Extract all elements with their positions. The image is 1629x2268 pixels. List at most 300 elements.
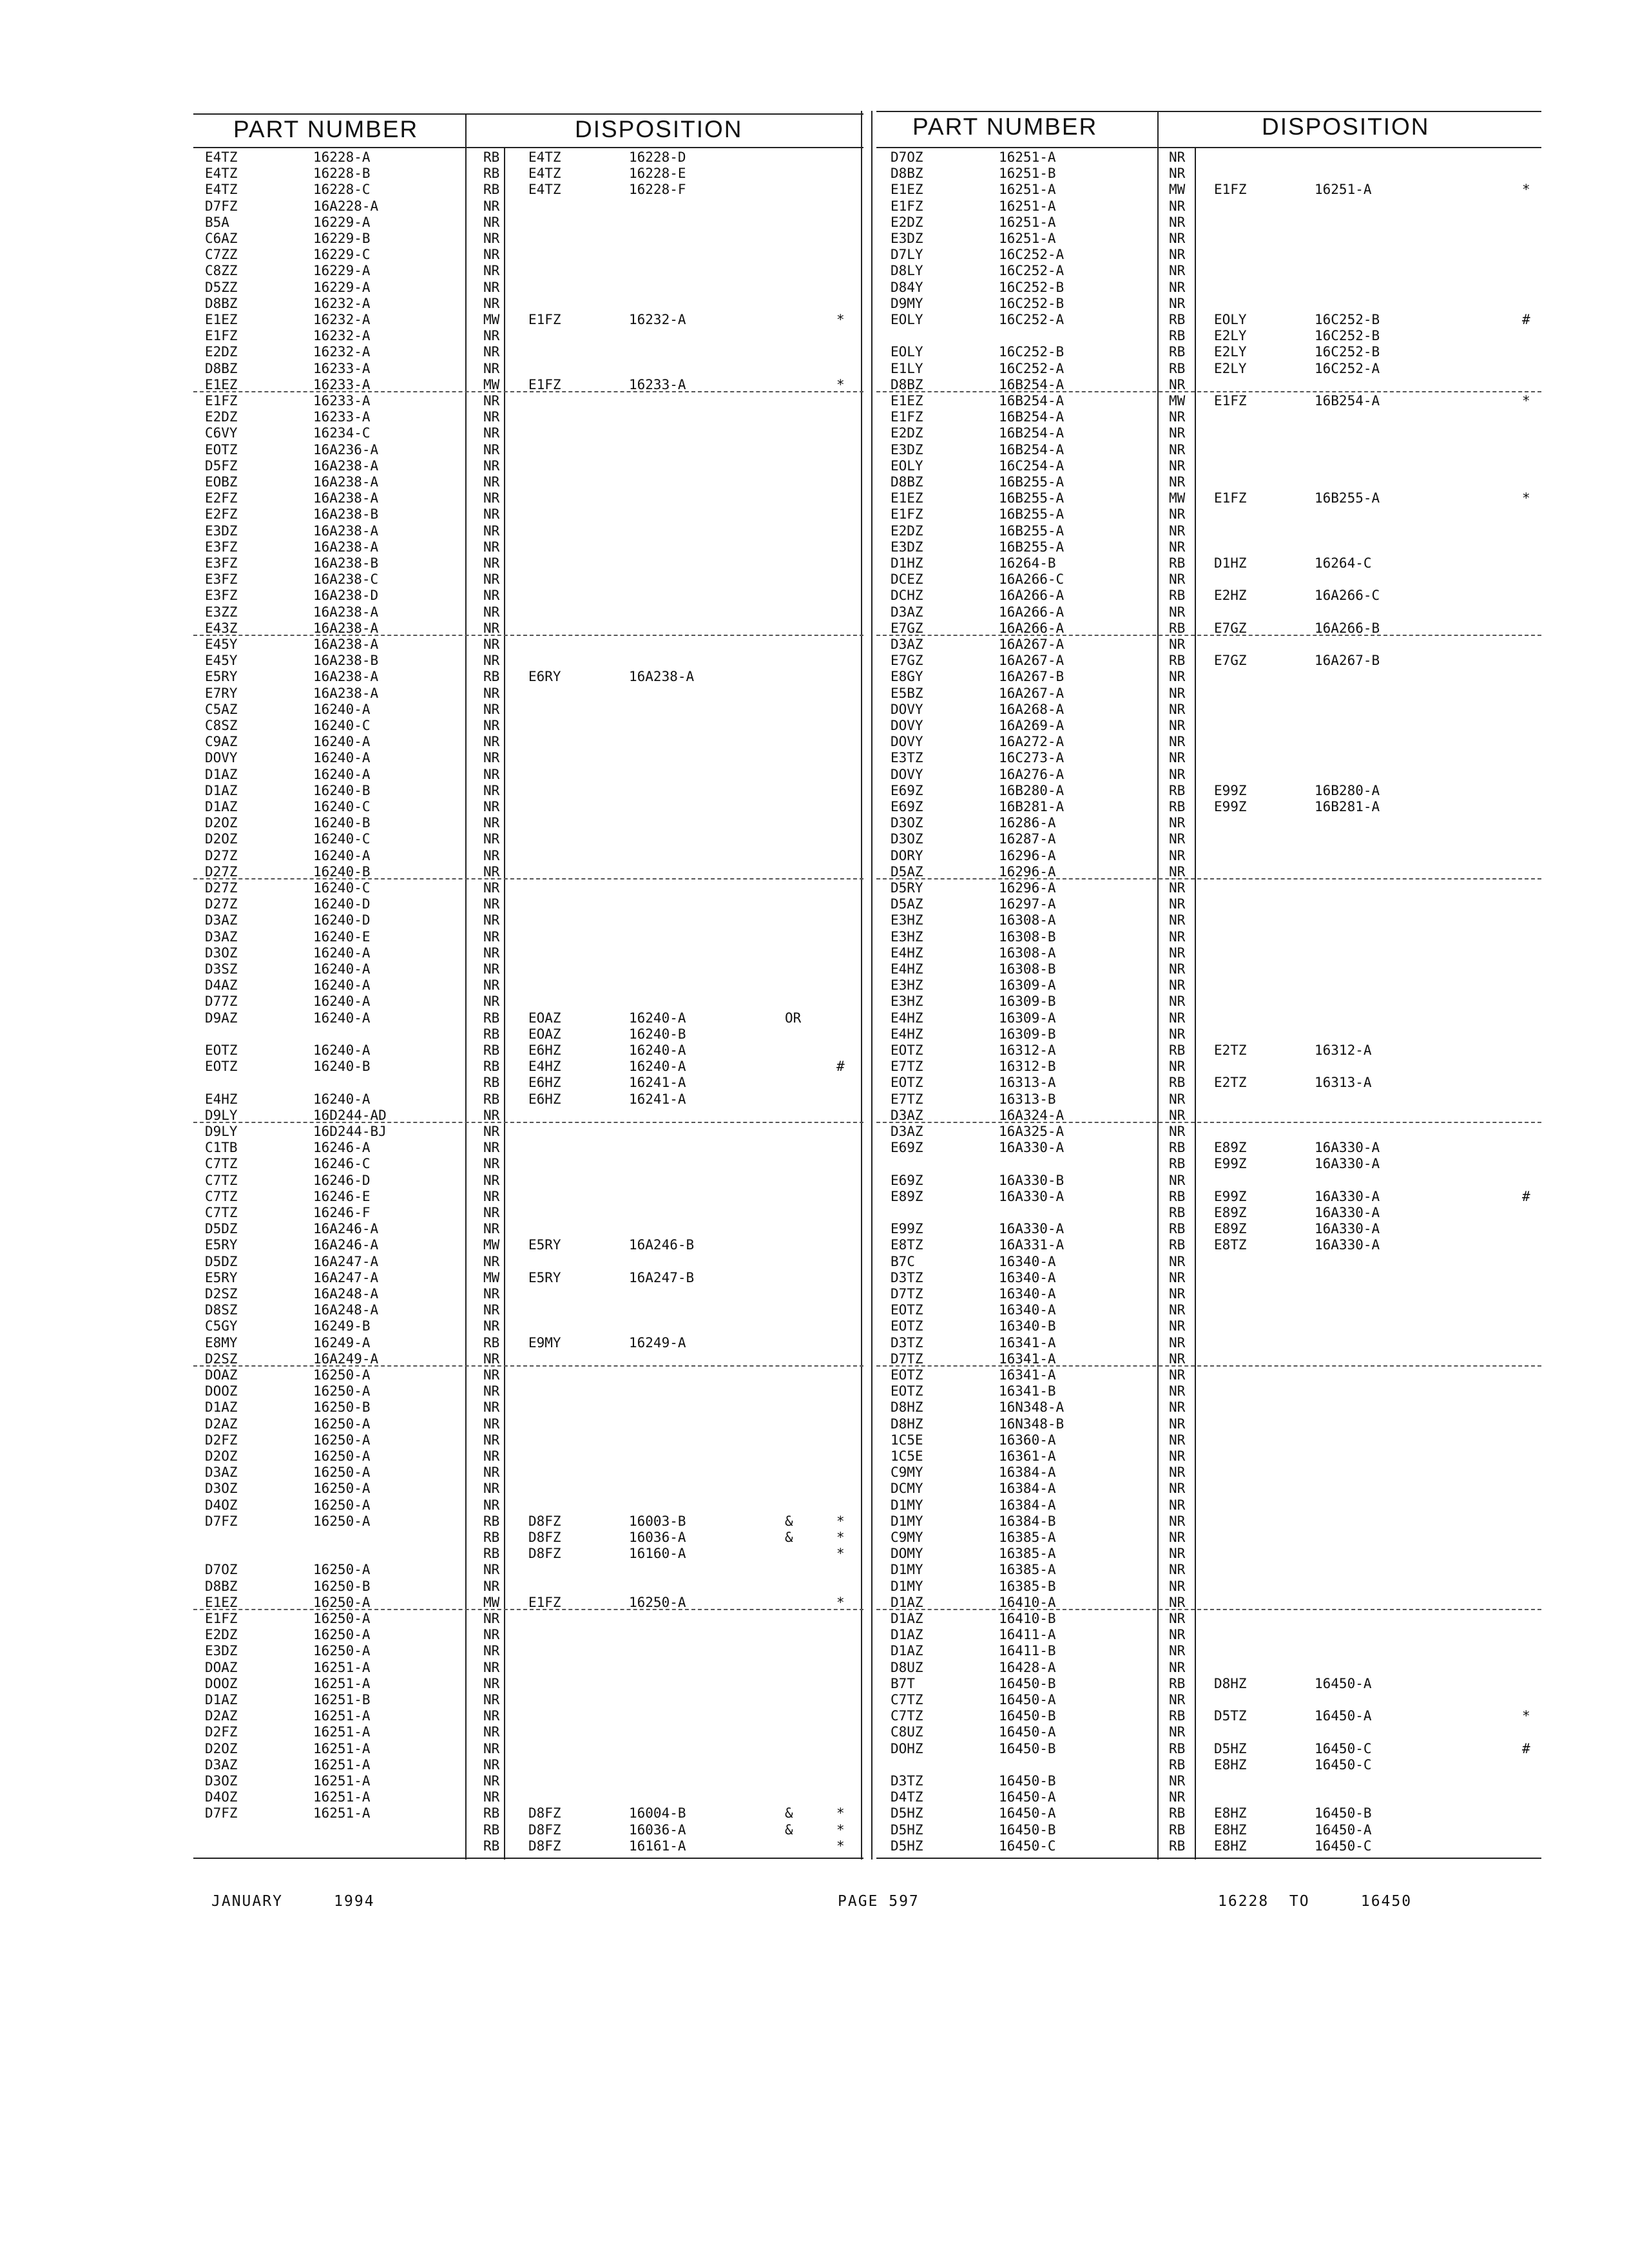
replacement-number: 16232-A — [629, 312, 686, 327]
flag: * — [836, 1838, 845, 1854]
disposition-code: RB — [1169, 1821, 1186, 1838]
part-number: 16A246-A — [313, 1221, 379, 1237]
part-number: 16240-B — [313, 815, 371, 831]
replacement-prefix: E1FZ — [528, 312, 561, 327]
disposition-code: RB — [483, 166, 500, 182]
replacement-prefix: EOAZ — [528, 1026, 561, 1042]
part-number: 16232-A — [313, 312, 371, 327]
disposition-code: NR — [1169, 1091, 1186, 1107]
part-prefix: C7TZ — [891, 1708, 923, 1724]
part-number: 16240-C — [313, 799, 371, 814]
part-number: 16229-A — [313, 214, 371, 230]
disposition-code: NR — [1169, 863, 1186, 879]
qualifier: & — [785, 1513, 793, 1529]
part-number: 16A238-A — [313, 539, 379, 555]
replacement-number: 16250-A — [629, 1594, 686, 1610]
part-number: 16264-B — [999, 555, 1056, 571]
disposition-code: RB — [1169, 360, 1186, 376]
disposition-code: NR — [483, 1643, 500, 1659]
qualifier: & — [785, 1821, 793, 1838]
part-prefix: DOVY — [205, 750, 238, 766]
part-prefix: D1AZ — [205, 1692, 238, 1707]
part-number: 16340-A — [999, 1286, 1056, 1302]
part-number: 16240-B — [313, 1059, 371, 1075]
replacement-prefix: E6RY — [528, 669, 561, 685]
replacement-number: 16C252-B — [1315, 328, 1380, 344]
disposition-code: NR — [483, 588, 500, 604]
disposition-code: NR — [483, 523, 500, 539]
part-number: 16450-C — [999, 1838, 1056, 1854]
part-prefix: E69Z — [891, 799, 923, 814]
part-prefix: D77Z — [205, 994, 238, 1010]
replacement-number: 16312-A — [1315, 1043, 1372, 1058]
part-number: 16250-A — [313, 1497, 371, 1513]
replacement-number: 16B281-A — [1315, 799, 1380, 814]
replacement-prefix: E99Z — [1214, 1156, 1247, 1172]
part-prefix: B7T — [891, 1675, 915, 1691]
disposition-code: NR — [483, 880, 500, 896]
part-prefix: D1MY — [891, 1578, 923, 1594]
disposition-code: NR — [483, 912, 500, 928]
part-prefix: D3OZ — [205, 1481, 238, 1497]
part-prefix: E2FZ — [205, 506, 238, 523]
part-prefix: EOBZ — [205, 474, 238, 490]
part-prefix: D8LY — [891, 263, 923, 279]
left-header-top-rule — [193, 113, 863, 115]
part-number: 16240-A — [313, 1010, 371, 1026]
disposition-code: NR — [1169, 539, 1186, 555]
part-prefix: E43Z — [205, 620, 238, 636]
part-number: 16B255-A — [999, 474, 1065, 490]
disposition-code: RB — [1169, 1708, 1186, 1724]
part-prefix: C6VY — [205, 425, 238, 441]
part-number: 16233-A — [313, 376, 371, 392]
disposition-code: NR — [483, 457, 500, 474]
part-prefix: D3AZ — [891, 637, 923, 652]
disposition-code: NR — [483, 1416, 500, 1432]
disposition-code: NR — [1169, 523, 1186, 539]
disposition-code: NR — [1169, 1383, 1186, 1399]
part-prefix: DOAZ — [205, 1659, 238, 1675]
disposition-code: MW — [483, 1269, 500, 1285]
replacement-prefix: E5RY — [528, 1237, 561, 1253]
part-prefix: E5RY — [205, 1237, 238, 1253]
disposition-code: NR — [483, 1789, 500, 1805]
part-number: 16B254-A — [999, 376, 1065, 392]
part-prefix: E5RY — [205, 669, 238, 685]
replacement-number: 16240-A — [629, 1059, 686, 1075]
replacement-prefix: E6HZ — [528, 1043, 561, 1058]
part-number: 16A331-A — [999, 1237, 1065, 1253]
replacement-prefix: E5RY — [528, 1269, 561, 1285]
disposition-code: NR — [483, 1773, 500, 1789]
part-number: 16A268-A — [999, 701, 1065, 717]
part-number: 16251-A — [999, 214, 1056, 230]
part-prefix: E1FZ — [205, 1611, 238, 1626]
part-prefix: D2OZ — [205, 1740, 238, 1756]
part-number: 16B255-A — [999, 523, 1065, 539]
disposition-code: NR — [483, 1659, 500, 1675]
replacement-prefix: E89Z — [1214, 1205, 1247, 1220]
part-number: 16A330-A — [999, 1188, 1065, 1204]
part-prefix: E69Z — [891, 1140, 923, 1156]
disposition-code: RB — [1169, 1237, 1186, 1253]
replacement-number: 16B280-A — [1315, 782, 1380, 798]
disposition-code: NR — [1169, 1448, 1186, 1464]
part-number: 16250-A — [313, 1383, 371, 1399]
part-number: 16234-C — [313, 425, 371, 441]
disposition-code: RB — [1169, 1205, 1186, 1220]
replacement-number: 16A246-B — [629, 1237, 695, 1253]
flag: # — [1522, 1740, 1530, 1756]
disposition-code: NR — [483, 490, 500, 506]
disposition-code: NR — [483, 1318, 500, 1334]
disposition-code: NR — [483, 994, 500, 1010]
replacement-prefix: E8HZ — [1214, 1838, 1247, 1854]
part-prefix: C7TZ — [205, 1205, 238, 1220]
disposition-code: NR — [483, 1611, 500, 1626]
part-prefix: D3AZ — [891, 604, 923, 620]
replacement-prefix: EOAZ — [528, 1010, 561, 1026]
part-prefix: D4AZ — [205, 977, 238, 994]
disposition-code: NR — [483, 620, 500, 636]
flag: * — [836, 312, 845, 327]
part-number: 16A238-A — [313, 604, 379, 620]
qualifier: & — [785, 1805, 793, 1821]
part-prefix: D5ZZ — [205, 279, 238, 295]
replacement-prefix: E2LY — [1214, 328, 1247, 344]
part-prefix: D2AZ — [205, 1416, 238, 1432]
part-prefix: D3SZ — [205, 961, 238, 977]
replacement-number: 16A330-A — [1315, 1237, 1380, 1253]
part-prefix: DOVY — [891, 766, 923, 782]
part-prefix: C5AZ — [205, 701, 238, 717]
part-prefix: D1MY — [891, 1497, 923, 1513]
disposition-code: NR — [483, 1724, 500, 1740]
part-number: 16A238-A — [313, 490, 379, 506]
part-number: 16251-A — [999, 149, 1056, 165]
part-number: 16A246-A — [313, 1237, 379, 1253]
part-prefix: D1AZ — [205, 766, 238, 782]
part-number: 16B255-A — [999, 539, 1065, 555]
disposition-code: NR — [1169, 376, 1186, 392]
part-number: 16B254-A — [999, 441, 1065, 457]
part-prefix: D27Z — [205, 863, 238, 879]
part-number: 16C252-B — [999, 344, 1065, 360]
disposition-code: NR — [1169, 1578, 1186, 1594]
part-prefix: DCEZ — [891, 572, 923, 588]
disposition-code: NR — [483, 1221, 500, 1237]
part-number: 16C252-A — [999, 263, 1065, 279]
disposition-code: NR — [483, 1205, 500, 1220]
disposition-code: NR — [1169, 1724, 1186, 1740]
disposition-code: NR — [483, 214, 500, 230]
part-prefix: EOTZ — [891, 1302, 923, 1318]
part-prefix: D7LY — [891, 247, 923, 263]
part-prefix: E3DZ — [205, 1643, 238, 1659]
disposition-code: MW — [1169, 490, 1186, 506]
part-prefix: E3DZ — [891, 539, 923, 555]
part-number: 16A247-A — [313, 1269, 379, 1285]
center-divider-b — [871, 111, 872, 1860]
disposition-code: RB — [1169, 1740, 1186, 1756]
disposition-code: RB — [483, 669, 500, 685]
disposition-code: NR — [483, 1627, 500, 1643]
part-number: 16A269-A — [999, 718, 1065, 733]
part-prefix: E8TZ — [891, 1237, 923, 1253]
part-prefix: DOOZ — [205, 1383, 238, 1399]
disposition-code: MW — [483, 1237, 500, 1253]
disposition-code: NR — [483, 1562, 500, 1578]
replacement-prefix: EOLY — [1214, 312, 1247, 327]
part-prefix: D2OZ — [205, 815, 238, 831]
part-number: 16228-A — [313, 149, 371, 165]
replacement-prefix: D8FZ — [528, 1513, 561, 1529]
flag: * — [1522, 393, 1530, 408]
part-number: 16D244-AD — [313, 1107, 387, 1123]
disposition-code: NR — [483, 863, 500, 879]
replacement-prefix: D5HZ — [1214, 1740, 1247, 1756]
part-number: 16249-A — [313, 1334, 371, 1350]
part-number: 16340-A — [999, 1253, 1056, 1269]
part-prefix: D3OZ — [205, 1773, 238, 1789]
part-number: 16250-A — [313, 1432, 371, 1448]
disposition-code: NR — [1169, 994, 1186, 1010]
part-prefix: E1EZ — [205, 312, 238, 327]
part-number: 16450-B — [999, 1675, 1056, 1691]
part-prefix: E1EZ — [205, 376, 238, 392]
part-prefix: D5FZ — [205, 457, 238, 474]
disposition-code: NR — [483, 653, 500, 669]
part-prefix: D7TZ — [891, 1350, 923, 1367]
part-number: 16450-A — [999, 1692, 1056, 1707]
part-number: 16C252-B — [999, 279, 1065, 295]
part-prefix: E7GZ — [891, 653, 923, 669]
disposition-code: RB — [1169, 1140, 1186, 1156]
replacement-number: 16233-A — [629, 376, 686, 392]
disposition-code: NR — [483, 750, 500, 766]
replacement-prefix: E99Z — [1214, 799, 1247, 814]
disposition-code: NR — [1169, 734, 1186, 750]
replacement-prefix: E2LY — [1214, 360, 1247, 376]
disposition-code: NR — [483, 1497, 500, 1513]
part-prefix: E2FZ — [205, 490, 238, 506]
part-number: 16312-B — [999, 1059, 1056, 1075]
replacement-number: 16228-E — [629, 166, 686, 182]
part-number: 16251-A — [313, 1805, 371, 1821]
disposition-code: NR — [1169, 279, 1186, 295]
disposition-code: NR — [1169, 166, 1186, 182]
part-prefix: E1FZ — [891, 409, 923, 425]
disposition-code: NR — [483, 766, 500, 782]
part-number: 16251-A — [999, 198, 1056, 214]
part-prefix: E3HZ — [891, 994, 923, 1010]
disposition-code: RB — [483, 1513, 500, 1529]
part-prefix: E3HZ — [891, 912, 923, 928]
disposition-code: NR — [483, 1350, 500, 1367]
part-number: 16313-B — [999, 1091, 1056, 1107]
disposition-code: RB — [483, 182, 500, 198]
disposition-code: NR — [483, 1188, 500, 1204]
part-number: 16240-A — [313, 994, 371, 1010]
part-prefix: D8BZ — [891, 166, 923, 182]
disposition-code: NR — [1169, 685, 1186, 701]
replacement-number: 16A266-C — [1315, 588, 1380, 604]
replacement-number: 16A330-A — [1315, 1188, 1380, 1204]
part-prefix: D5RY — [891, 880, 923, 896]
disposition-code: NR — [483, 896, 500, 912]
part-number: 16A325-A — [999, 1124, 1065, 1139]
disposition-code: NR — [1169, 1773, 1186, 1789]
part-prefix: D5HZ — [891, 1838, 923, 1854]
disposition-code: NR — [1169, 1334, 1186, 1350]
disposition-code: NR — [1169, 1562, 1186, 1578]
left-part-number-header: PART NUMBER — [233, 116, 419, 142]
part-number: 16240-A — [313, 701, 371, 717]
part-prefix: E1EZ — [205, 1594, 238, 1610]
part-number: 16385-A — [999, 1530, 1056, 1545]
replacement-number: 16C252-A — [1315, 360, 1380, 376]
disposition-code: RB — [1169, 344, 1186, 360]
part-number: 16251-A — [999, 231, 1056, 246]
replacement-prefix: D8FZ — [528, 1805, 561, 1821]
part-prefix: D8BZ — [205, 295, 238, 311]
part-prefix: E7TZ — [891, 1059, 923, 1075]
disposition-code: NR — [483, 1172, 500, 1188]
part-prefix: E5RY — [205, 1269, 238, 1285]
replacement-number: 16450-B — [1315, 1805, 1372, 1821]
replacement-number: 16241-A — [629, 1091, 686, 1107]
disposition-code: NR — [1169, 1124, 1186, 1139]
part-prefix: E69Z — [891, 1172, 923, 1188]
part-number: 16A276-A — [999, 766, 1065, 782]
part-prefix: E99Z — [891, 1221, 923, 1237]
replacement-prefix: E4TZ — [528, 149, 561, 165]
part-number: 16A324-A — [999, 1107, 1065, 1123]
part-number: 16240-A — [313, 945, 371, 961]
part-prefix: E1EZ — [891, 393, 923, 408]
replacement-prefix: D8FZ — [528, 1546, 561, 1562]
flag: * — [836, 1546, 845, 1562]
disposition-code: NR — [483, 831, 500, 847]
part-prefix: D9LY — [205, 1107, 238, 1123]
disposition-code: RB — [1169, 1221, 1186, 1237]
part-number: 16450-B — [999, 1708, 1056, 1724]
part-number: 16251-A — [313, 1675, 371, 1691]
part-number: 16228-B — [313, 166, 371, 182]
part-number: 16308-B — [999, 928, 1056, 945]
part-prefix: D1HZ — [891, 555, 923, 571]
part-number: 16251-A — [999, 182, 1056, 198]
part-prefix: D2FZ — [205, 1724, 238, 1740]
part-prefix: EOTZ — [205, 1059, 238, 1075]
part-prefix: C6AZ — [205, 231, 238, 246]
disposition-code: RB — [1169, 588, 1186, 604]
part-number: 16341-B — [999, 1383, 1056, 1399]
replacement-number: 16A330-A — [1315, 1140, 1380, 1156]
replacement-number: 16A330-A — [1315, 1205, 1380, 1220]
part-prefix: C9MY — [891, 1530, 923, 1545]
part-prefix: D5HZ — [891, 1805, 923, 1821]
part-prefix: D3TZ — [891, 1269, 923, 1285]
disposition-code: NR — [1169, 1059, 1186, 1075]
part-prefix: DOVY — [891, 701, 923, 717]
part-number: 16340-B — [999, 1318, 1056, 1334]
part-number: 16C252-A — [999, 247, 1065, 263]
disposition-code: NR — [1169, 912, 1186, 928]
part-number: 16A238-A — [313, 523, 379, 539]
disposition-code: NR — [1169, 441, 1186, 457]
disposition-code: RB — [483, 1010, 500, 1026]
replacement-number: 16241-A — [629, 1075, 686, 1091]
part-number: 16232-A — [313, 295, 371, 311]
part-number: 16229-A — [313, 279, 371, 295]
part-number: 16A248-A — [313, 1302, 379, 1318]
part-prefix: D3AZ — [205, 912, 238, 928]
replacement-number: 16C252-B — [1315, 312, 1380, 327]
part-prefix: E1EZ — [891, 490, 923, 506]
replacement-number: 16313-A — [1315, 1075, 1372, 1091]
replacement-number: 16450-A — [1315, 1708, 1372, 1724]
disposition-code: NR — [1169, 198, 1186, 214]
disposition-code: NR — [483, 1253, 500, 1269]
part-number: 16240-A — [313, 961, 371, 977]
part-prefix: E3DZ — [891, 231, 923, 246]
disposition-code: NR — [1169, 1497, 1186, 1513]
disposition-code: NR — [483, 1708, 500, 1724]
part-prefix: D5HZ — [891, 1821, 923, 1838]
part-prefix: C7ZZ — [205, 247, 238, 263]
part-prefix: B5A — [205, 214, 229, 230]
replacement-prefix: E1FZ — [1214, 490, 1247, 506]
disposition-code: NR — [483, 1578, 500, 1594]
disposition-code: NR — [483, 441, 500, 457]
disposition-code: MW — [483, 312, 500, 327]
disposition-code: NR — [1169, 457, 1186, 474]
part-number: 16A228-A — [313, 198, 379, 214]
disposition-code: NR — [1169, 604, 1186, 620]
part-number: 16450-A — [999, 1724, 1056, 1740]
disposition-code: NR — [1169, 1350, 1186, 1367]
part-prefix: E4HZ — [891, 945, 923, 961]
part-number: 16251-A — [313, 1789, 371, 1805]
part-prefix: E4HZ — [891, 1010, 923, 1026]
replacement-number: 16160-A — [629, 1546, 686, 1562]
part-prefix: E3FZ — [205, 588, 238, 604]
qualifier: OR — [785, 1010, 802, 1026]
part-number: 16A236-A — [313, 441, 379, 457]
part-number: 16240-D — [313, 912, 371, 928]
part-prefix: D5AZ — [891, 896, 923, 912]
part-prefix: DOMY — [891, 1546, 923, 1562]
part-number: 16A238-B — [313, 506, 379, 523]
part-prefix: E2DZ — [205, 344, 238, 360]
part-prefix: DOVY — [891, 734, 923, 750]
disposition-code: NR — [1169, 1286, 1186, 1302]
part-prefix: D8HZ — [891, 1399, 923, 1416]
part-number: 16228-C — [313, 182, 371, 198]
part-number: 16450-A — [999, 1805, 1056, 1821]
part-number: 16450-B — [999, 1740, 1056, 1756]
replacement-number: 16249-A — [629, 1334, 686, 1350]
part-number: 16A272-A — [999, 734, 1065, 750]
part-number: 16229-C — [313, 247, 371, 263]
replacement-number: 16A267-B — [1315, 653, 1380, 669]
part-prefix: D8SZ — [205, 1302, 238, 1318]
part-prefix: D3AZ — [205, 928, 238, 945]
part-prefix: D2OZ — [205, 1448, 238, 1464]
replacement-prefix: E1FZ — [1214, 393, 1247, 408]
